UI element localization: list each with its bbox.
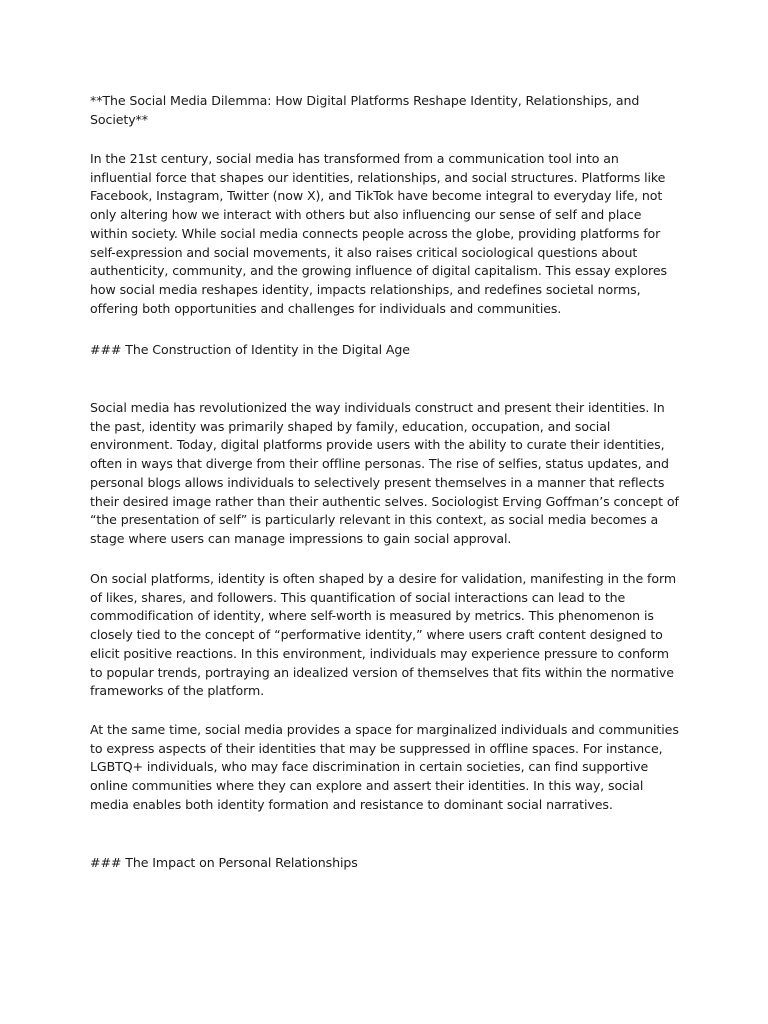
identity-paragraph-1: Social media has revolutionized the way individuals construct and present their identities. In the past, identity was primarily shaped by family, education, occupation, and social environment. Today, digital platforms provide users with the ability to curate their identities, often in ways that diverge from their offline personas. The rise of selfies, status updates, and personal blogs allows individuals to selectively present themselves in a manner that reflects their desired image rather than their authentic selves. Sociologist Erving Goffman’s concept of “the presentation of self” is particularly relevant in this context, as social media becomes a stage where users can manage impressions to gain social approval.: [90, 400, 679, 546]
document-title: **The Social Media Dilemma: How Digital Platforms Reshape Identity, Relationships, and Society**: [90, 93, 640, 127]
intro-paragraph: In the 21st century, social media has transformed from a communication tool into an influential force that shapes our identities, relationships, and social structures. Platforms like Facebook, Instagram, Twitter (now X), and TikTok have become integral to everyday life, not only altering how we interact with others but also influencing our sense of self and place within society. While social media connects people across the globe, providing platforms for self-expression and social movements, it also raises critical sociological questions about authenticity, community, and the growing influence of digital capitalism. This essay explores how social media reshapes identity, impacts relationships, and redefines societal norms, offering both opportunities and challenges for individuals and communities.: [90, 151, 667, 316]
identity-paragraph-2: On social platforms, identity is often shaped by a desire for validation, manifesting in the form of likes, shares, and followers. This quantification of social interactions can lead to the commodification of identity, where self-worth is measured by metrics. This phenomenon is closely tied to the concept of “performative identity,” where users craft content designed to elicit positive reactions. In this environment, individuals may experience pressure to conform to popular trends, portraying an idealized version of themselves that fits within the normative frameworks of the platform.: [90, 571, 676, 699]
section-heading-relationships: ### The Impact on Personal Relationships: [90, 855, 358, 870]
identity-paragraph-3: At the same time, social media provides a space for marginalized individuals and communities to express aspects of their identities that may be suppressed in offline spaces. For instance, LGBTQ+ individuals, who may face discrimination in certain societies, can find supportive online communities where they can explore and assert their identities. In this way, social media enables both identity formation and resistance to dominant social narratives.: [90, 722, 679, 812]
section-heading-identity: ### The Construction of Identity in the Digital Age: [90, 342, 410, 357]
